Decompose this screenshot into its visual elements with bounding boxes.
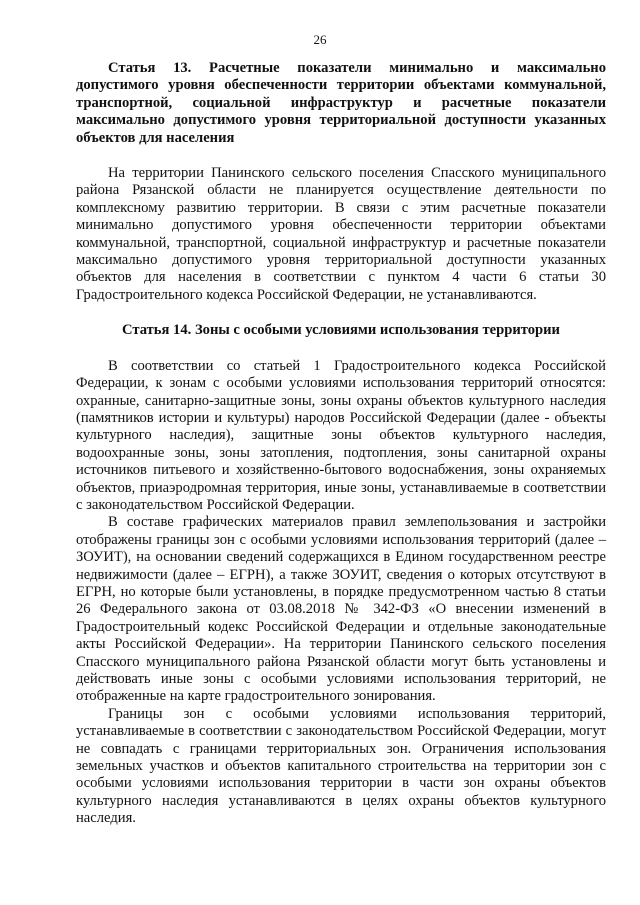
article-14-paragraph-1: В соответствии со статьей 1 Градостроительного кодекса Российской Федерации, к зонам с особыми условиями использования территорий относятся: охранные, санитарно-защитные зоны, зоны охраны объектов культурного наследия (памятников истории и культуры) народов Российской Федерации (далее - объекты культурного наследия), защитные зоны объектов культурного наследия, водоохранные зоны, зоны затопления, подтопления, зоны санитарной охраны источников питьевого и хозяйственно-бытового водоснабжения, зоны охраняемых объектов, приаэродромная территория, иные зоны, устанавливаемые в соответствии с законодательством Российской Федерации. [76, 357, 606, 513]
article-14-paragraph-3: Границы зон с особыми условиями использования территорий, устанавливаемые в соответствии с законодательством Российской Федерации, могут не совпадать с границами территориальных зон. Ограничения использования земельных участков и объектов капитального строительства на территории зон с особыми условиями использования территории в части зон охраны объектов культурного наследия устанавливаются в целях охраны объектов культурного наследия. [76, 705, 606, 827]
article-14-paragraph-2: В составе графических материалов правил землепользования и застройки отображены границы зон с особыми условиями использования территорий (далее – ЗОУИТ), на основании сведений содержащихся в Едином государственном реестре недвижимости (далее – ЕГРН), а также ЗОУИТ, сведения о которых отсутствуют в ЕГРН, но которые были установлены, в порядке предусмотренном частью 8 статьи 26 Федерального закона от 03.08.2018 № 342-ФЗ «О внесении изменений в Градостроительный кодекс Российской Федерации и отдельные законодательные акты Российской Федерации». На территории Панинского сельского поселения Спасского муниципального района Рязанской области могут быть установлены и действовать иные зоны с особыми условиями использования территорий, не отображенные на карте градостроительного зонирования. [76, 514, 606, 705]
article-14-heading: Статья 14. Зоны с особыми условиями использования территории [122, 322, 560, 339]
page-number: 26 [313, 32, 327, 47]
article-13-paragraph-1: На территории Панинского сельского поселения Спасского муниципального района Рязанской области не планируется осуществление деятельности по комплексному развитию территории. В связи с этим расчетные показатели минимально допустимого уровня обеспеченности территории объектами коммунальной, транспортной, социальной инфраструктур и расчетные показатели максимально допустимого уровня территориальной доступности указанных объектов для населения в соответствии с пунктом 4 части 6 статьи 30 Градостроительного кодекса Российской Федерации, не устанавливаются. [76, 165, 606, 303]
article-13 [76, 60, 606, 304]
article-13-heading: Статья 13. Расчетные показатели минимально и максимально допустимого уровня обеспеченности территории объектами коммунальной, транспортной, социальной инфраструктур и расчетные показатели максимально допустимого уровня территориальной доступности указанных объектов для населения [76, 60, 606, 146]
article-14 [76, 322, 606, 827]
page-content [76, 60, 606, 828]
